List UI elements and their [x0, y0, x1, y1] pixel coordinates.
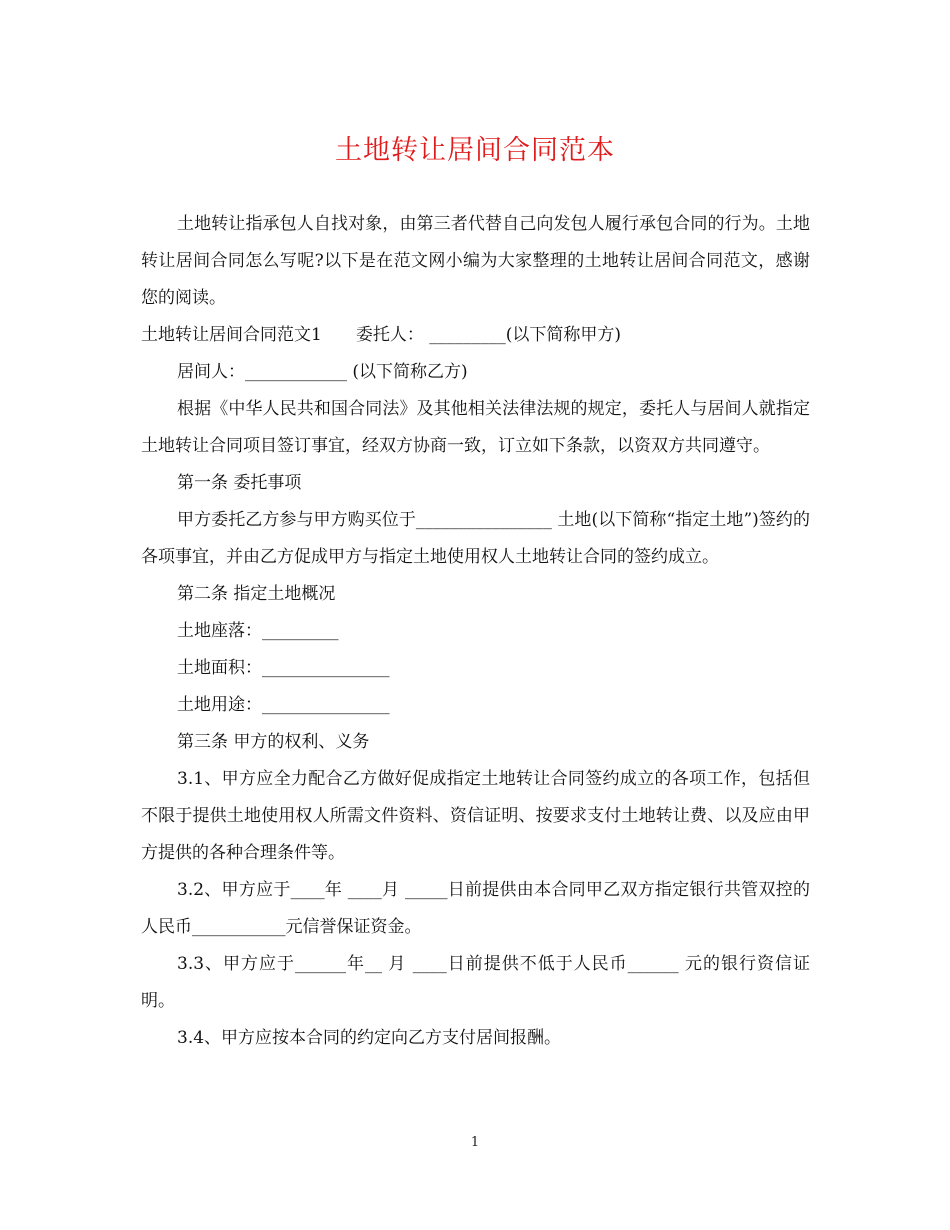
land-area-line: 土地面积：_______________ — [177, 658, 390, 678]
document-body — [141, 206, 810, 1057]
client-line: 委托人： _________(以下简称甲方) — [355, 325, 621, 345]
intermediary-line: 居间人：____________ (以下简称乙方) — [177, 362, 468, 382]
clause-3-4: 3.4、甲方应按本合同的约定向乙方支付居间报酬。 — [177, 1028, 562, 1048]
clause-3-1: 3.1、甲方应全力配合乙方做好促成指定土地转让合同签约成立的各项工作，包括但不限于提供土地使用权人所需文件资料、资信证明、按要求支付土地转让费、以及应由甲方提供的各种合理条件等。 — [141, 769, 810, 863]
article-3-heading: 第三条 甲方的权利、义务 — [177, 732, 370, 752]
document-title: 土地转让居间合同范本 — [335, 135, 615, 166]
land-use-line: 土地用途：_______________ — [177, 695, 390, 715]
clause-3-3: 3.3、甲方应于______年__ 月 ____日前提供不低于人民币______ 元的银行资信证明。 — [141, 954, 810, 1011]
clause-3-2: 3.2、甲方应于____年 ____月 _____日前提供由本合同甲乙双方指定银行共管双控的人民币___________元信誉保证资金。 — [141, 880, 810, 937]
preamble-paragraph: 根据《中华人民共和国合同法》及其他相关法律法规的规定，委托人与居间人就指定土地转让合同项目签订事宜，经双方协商一致，订立如下条款，以资双方共同遵守。 — [141, 399, 810, 456]
article-1-heading: 第一条 委托事项 — [177, 473, 302, 493]
intro-paragraph: 土地转让指承包人自找对象，由第三者代替自己向发包人履行承包合同的行为。土地转让居间合同怎么写呢?以下是在范文网小编为大家整理的土地转让居间合同范文，感谢您的阅读。 — [141, 214, 810, 308]
article-2-heading: 第二条 指定土地概况 — [177, 584, 336, 604]
heading-line — [141, 317, 810, 354]
sample-heading: 土地转让居间合同范文1 — [141, 325, 322, 345]
article-1-text: 甲方委托乙方参与甲方购买位于________________ 土地(以下简称“指定土地”)签约的各项事宜，并由乙方促成甲方与指定土地使用权人土地转让合同的签约成立。 — [141, 510, 810, 567]
land-location-line: 土地座落：_________ — [177, 621, 339, 641]
page-number: 1 — [470, 1135, 480, 1150]
